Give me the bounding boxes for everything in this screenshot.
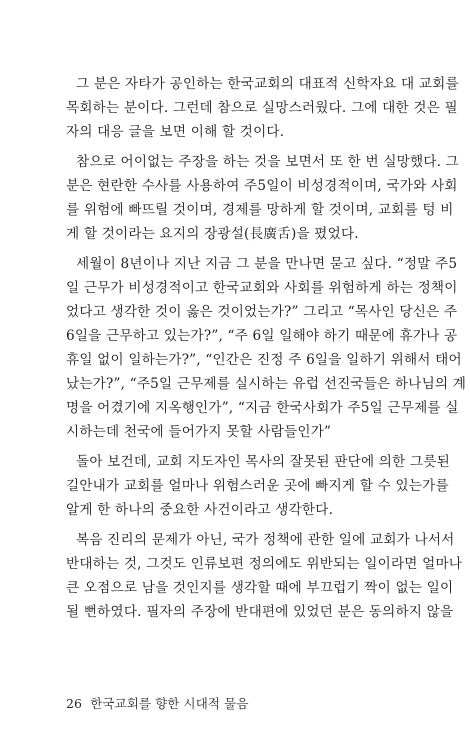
page-footer xyxy=(66,694,249,712)
running-title: 한국교회를 향한 시대적 물음 xyxy=(90,696,249,711)
text-line: 6일을 근무하고 있는가?”, “주 6일 일해야 하기 때문에 휴가나 공 xyxy=(66,328,458,344)
page-number: 26 xyxy=(66,696,83,711)
text-line: 명을 어겼기에 지옥행인가”, “지금 한국사회가 주5일 근무제를 실 xyxy=(66,400,459,416)
text-line: 시하는데 천국에 들어가지 못할 사람들인가” xyxy=(66,424,332,440)
text-line: 었다고 생각한 것이 옳은 것이었는가?” 그리고 “목사인 당신은 주 xyxy=(66,304,458,320)
text-line: 게 할 것이라는 요지의 장광설(長廣舌)을 폈었다. xyxy=(66,226,359,242)
text-line: 자의 대응 글을 보면 이해 할 것이다. xyxy=(66,124,285,140)
text-line: 알게 한 하나의 중요한 사건이라고 생각한다. xyxy=(66,502,334,518)
text-line: 될 뻔하였다. 필자의 주장에 반대편에 있었던 분은 동의하지 않을 xyxy=(66,604,454,620)
paragraph xyxy=(66,450,450,522)
text-line: 큰 오점으로 남을 것인지를 생각할 때에 부끄럽기 짝이 없는 일이 xyxy=(66,580,454,596)
text-line: 세월이 8년이나 지난 지금 그 분을 만나면 묻고 싶다. “정말 주5 xyxy=(76,256,458,272)
text-line: 를 위험에 빠뜨릴 것이며, 경제를 망하게 할 것이며, 교회를 텅 비 xyxy=(66,202,454,218)
text-line: 분은 현란한 수사를 사용하여 주5일이 비성경적이며, 국가와 사회 xyxy=(66,178,458,194)
text-line: 휴일 없이 일하는가?”, “인간은 진정 주 6일을 일하기 위해서 태어 xyxy=(66,352,462,368)
paragraph xyxy=(66,150,460,246)
text-line: 돌아 보건데, 교회 지도자인 목사의 잘못된 판단에 의한 그릇된 xyxy=(76,454,450,470)
text-line: 일 근무가 비성경적이고 한국교회와 사회를 위험하게 하는 정책이 xyxy=(66,280,458,296)
paragraph xyxy=(66,252,467,444)
text-line: 났는가?”, “주5일 근무제를 실시하는 유럽 선진국들은 하나님의 계 xyxy=(66,376,467,392)
text-line: 복음 진리의 문제가 아닌, 국가 정책에 관한 일에 교회가 나서서 xyxy=(76,532,455,548)
paragraph xyxy=(66,72,459,144)
text-line: 그 분은 자타가 공인하는 한국교회의 대표적 신학자요 대 교회를 xyxy=(76,76,459,92)
text-line: 길안내가 교회를 얼마나 위험스러운 곳에 빠지게 할 수 있는가를 xyxy=(66,478,449,494)
body-text xyxy=(66,72,467,630)
text-line: 반대하는 것, 그것도 인류보편 정의에도 위반되는 일이라면 얼마나 xyxy=(66,556,463,572)
text-line: 목회하는 분이다. 그런데 참으로 실망스러웠다. 그에 대한 것은 필 xyxy=(66,100,458,116)
paragraph xyxy=(66,528,463,624)
text-line: 참으로 어이없는 주장을 하는 것을 보면서 또 한 번 실망했다. 그 xyxy=(76,154,460,170)
